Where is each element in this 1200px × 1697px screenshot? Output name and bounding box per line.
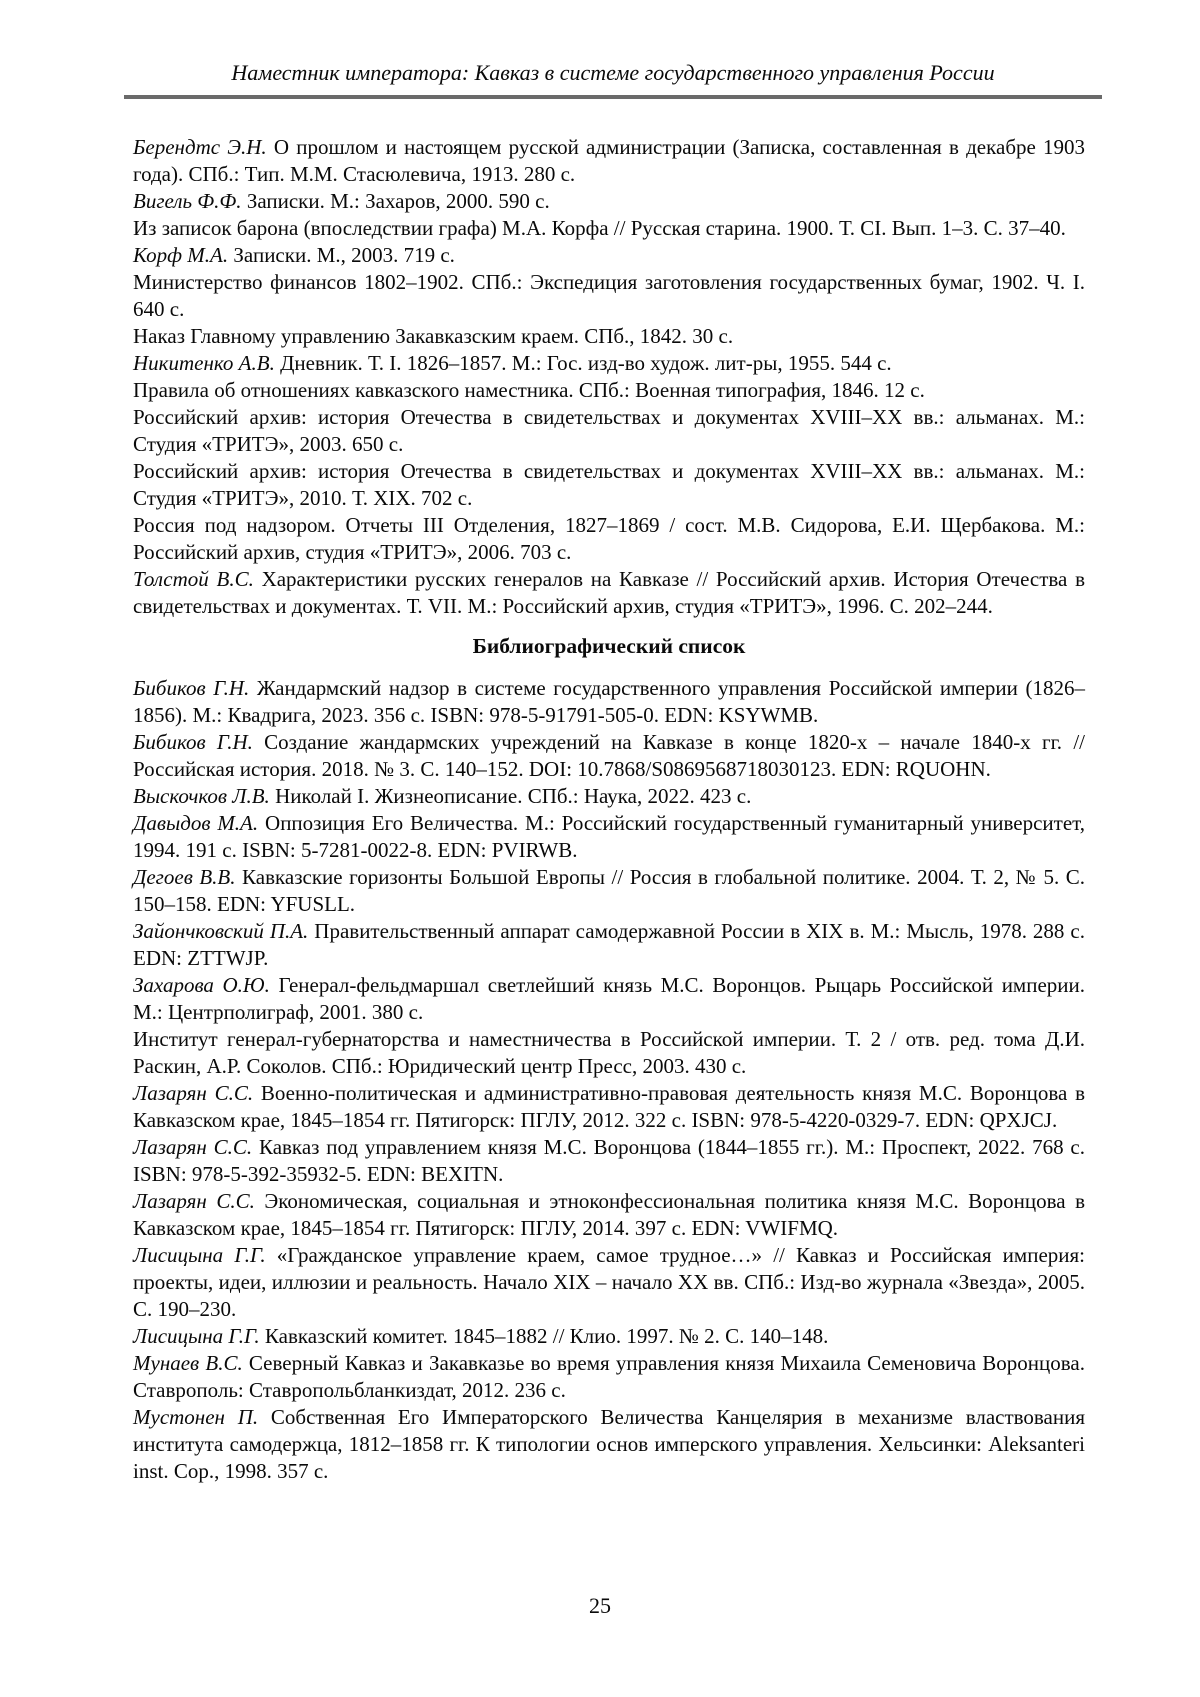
entry-text: Экономическая, социальная и этноконфессиональная политика князя М.С. Воронцова в Кавказском крае, 1845–1854 гг. Пятигорск: ПГЛУ, 2014. 397 с. EDN: VWIFMQ. [133, 1189, 1085, 1240]
source-entry [133, 215, 1085, 242]
entry-text: Северный Кавказ и Закавказье во время управления князя Михаила Семеновича Воронцова. Ставрополь: Ставропольбланкиздат, 2012. 236 с. [133, 1351, 1085, 1402]
entry-text: Создание жандармских учреждений на Кавказе в конце 1820-х – начале 1840-х гг. // Российская история. 2018. № 3. С. 140–152. DOI: 10.7868/S0869568718030123. EDN: RQUOHN. [133, 730, 1085, 781]
entry-author: Толстой В.С. [133, 567, 254, 591]
source-entry [133, 269, 1085, 323]
entry-text: Правительственный аппарат самодержавной России в XIX в. М.: Мысль, 1978. 288 с. EDN: ZTTWJP. [133, 919, 1085, 970]
source-entry [133, 134, 1085, 188]
bibliography-entry [133, 810, 1085, 864]
running-header-title: Наместник императора: Кавказ в системе государственного управления России [231, 60, 995, 85]
source-entry [133, 566, 1085, 620]
source-entry [133, 458, 1085, 512]
entry-author: Бибиков Г.Н. [133, 730, 253, 754]
entry-author: Лисицына Г.Г. [133, 1324, 260, 1348]
source-entry [133, 350, 1085, 377]
bibliography-entry [133, 864, 1085, 918]
entry-author: Корф М.А. [133, 243, 229, 267]
source-entry [133, 377, 1085, 404]
entry-author: Вигель Ф.Ф. [133, 189, 242, 213]
source-entry [133, 404, 1085, 458]
entry-author: Никитенко А.В. [133, 351, 275, 375]
entry-text: Институт генерал-губернаторства и наместничества в Российской империи. Т. 2 / отв. ред. тома Д.И. Раскин, А.Р. Соколов. СПб.: Юридический центр Пресс, 2003. 430 с. [133, 1027, 1085, 1078]
entry-text: Записки. М.: Захаров, 2000. 590 с. [246, 189, 550, 213]
bibliography-entry [133, 729, 1085, 783]
entry-text: Собственная Его Императорского Величества Канцелярия в механизме властвования института самодержца, 1812–1858 гг. К типологии основ имперского управления. Хельсинки: Aleksanteri inst. Cop., 1998. 357 с. [133, 1405, 1086, 1483]
entry-text: Из записок барона (впоследствии графа) М.А. Корфа // Русская старина. 1900. Т. CI. Вып. 1–3. С. 37–40. [133, 216, 1066, 240]
entry-text: Оппозиция Его Величества. М.: Российский государственный гуманитарный университет, 1994. 191 с. ISBN: 5-7281-0022-8. EDN: PVIRWB. [133, 811, 1086, 862]
bibliography-entry [133, 1080, 1085, 1134]
entry-text: «Гражданское управление краем, самое трудное…» // Кавказ и Российская империя: проекты, идеи, иллюзии и реальность. Начало XIX – начало XX вв. СПб.: Изд-во журнала «Звезда», 2005. С. 190–230. [133, 1243, 1085, 1321]
bibliography-entry [133, 918, 1085, 972]
running-header [124, 58, 1102, 99]
entry-author: Лазарян С.С. [133, 1135, 253, 1159]
bibliography-entry [133, 1323, 1085, 1350]
entry-text: Записки. М., 2003. 719 с. [233, 243, 455, 267]
entry-text: Российский архив: история Отечества в свидетельствах и документах XVIII–XX вв.: альманах. М.: Студия «ТРИТЭ», 2003. 650 с. [133, 405, 1085, 456]
entry-text: Генерал-фельдмаршал светлейший князь М.С. Воронцов. Рыцарь Российской империи. М.: Центрполиграф, 2001. 380 с. [133, 973, 1086, 1024]
entry-author: Дегоев В.В. [133, 865, 236, 889]
bibliography-entry [133, 1026, 1085, 1080]
entry-text: Дневник. Т. I. 1826–1857. М.: Гос. изд-во худож. лит-ры, 1955. 544 с. [280, 351, 892, 375]
bibliography-entry [133, 783, 1085, 810]
entry-author: Лазарян С.С. [133, 1189, 255, 1213]
entry-author: Берендтс Э.Н. [133, 135, 267, 159]
bibliography-entry [133, 1404, 1085, 1485]
bibliography-entry [133, 1350, 1085, 1404]
entry-text: Кавказские горизонты Большой Европы // Россия в глобальной политике. 2004. Т. 2, № 5. С. 150–158. EDN: YFUSLL. [133, 865, 1085, 916]
entry-author: Лазарян С.С. [133, 1081, 254, 1105]
entry-author: Лисицына Г.Г. [133, 1243, 266, 1267]
page-number: 25 [589, 1593, 611, 1618]
entry-text: Правила об отношениях кавказского наместника. СПб.: Военная типография, 1846. 12 с. [133, 378, 925, 402]
bibliography-entry [133, 1242, 1085, 1323]
entry-author: Бибиков Г.Н. [133, 676, 250, 700]
entry-text: Жандармский надзор в системе государственного управления Российской империи (1826–1856). М.: Квадрига, 2023. 356 с. ISBN: 978-5-91791-505-0. EDN: KSYWMB. [133, 676, 1086, 727]
entry-author: Давыдов М.А. [133, 811, 259, 835]
entry-text: Наказ Главному управлению Закавказским краем. СПб., 1842. 30 с. [133, 324, 734, 348]
entry-author: Мустонен П. [133, 1405, 259, 1429]
bibliography-entry [133, 972, 1085, 1026]
source-entry [133, 188, 1085, 215]
entry-author: Мунаев В.С. [133, 1351, 243, 1375]
entry-text: Военно-политическая и административно-правовая деятельность князя М.С. Воронцова в Кавказском крае, 1845–1854 гг. Пятигорск: ПГЛУ, 2012. 322 с. ISBN: 978-5-4220-0329-7. EDN: QPXJCJ. [133, 1081, 1085, 1132]
source-entry [133, 512, 1085, 566]
source-entry [133, 242, 1085, 269]
bibliography-heading: Библиографический список [472, 634, 746, 658]
entry-author: Зайончковский П.А. [133, 919, 309, 943]
source-entry [133, 323, 1085, 350]
entry-text: Кавказ под управлением князя М.С. Воронцова (1844–1855 гг.). М.: Проспект, 2022. 768 с. ISBN: 978-5-392-35932-5. EDN: BEXITN. [133, 1135, 1086, 1186]
entry-text: О прошлом и настоящем русской администрации (Записка, составленная в декабре 1903 года). СПб.: Тип. М.М. Стасюлевича, 1913. 280 с. [133, 135, 1086, 186]
entry-author: Выскочков Л.В. [133, 784, 270, 808]
bibliography-entry [133, 1134, 1085, 1188]
entry-text: Министерство финансов 1802–1902. СПб.: Экспедиция заготовления государственных бумаг, 1902. Ч. I. 640 с. [133, 270, 1085, 321]
page-content [133, 134, 1085, 1485]
entry-text: Кавказский комитет. 1845–1882 // Клио. 1997. № 2. С. 140–148. [264, 1324, 829, 1348]
entry-text: Российский архив: история Отечества в свидетельствах и документах XVIII–XX вв.: альманах. М.: Студия «ТРИТЭ», 2010. Т. XIX. 702 с. [133, 459, 1085, 510]
entry-text: Характеристики русских генералов на Кавказе // Российский архив. История Отечества в свидетельствах и документах. Т. VII. М.: Российский архив, студия «ТРИТЭ», 1996. С. 202–244. [133, 567, 1085, 618]
entry-text: Россия под надзором. Отчеты III Отделения, 1827–1869 / сост. М.В. Сидорова, Е.И. Щербакова. М.: Российский архив, студия «ТРИТЭ», 2006. 703 с. [133, 513, 1085, 564]
entry-author: Захарова О.Ю. [133, 973, 270, 997]
bibliography-entry [133, 675, 1085, 729]
entry-text: Николай I. Жизнеописание. СПб.: Наука, 2022. 423 с. [275, 784, 752, 808]
bibliography-entry [133, 1188, 1085, 1242]
